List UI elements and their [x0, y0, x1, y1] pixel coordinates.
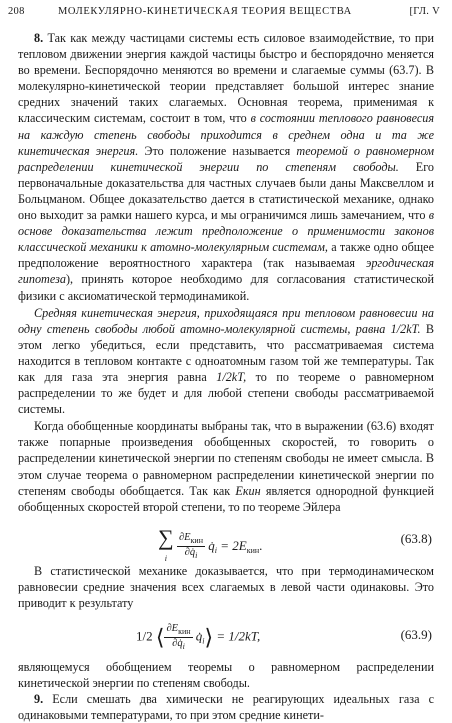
denominator-sub: i	[182, 642, 185, 652]
denominator-sub: i	[195, 551, 198, 561]
section-number: 8.	[34, 31, 44, 45]
page-number: 208	[8, 6, 25, 17]
italic-run: в состоянии теплового равновесия на каждую степень свободы приходится в среднем одна и та же кинетическая энергия.	[18, 111, 434, 158]
italic-run: в основе доказательства лежит предположение о применимости законов классической механики к атомно-молекулярным системам,	[18, 208, 434, 255]
text-run: В этом легко убедиться, если представить, что рассматриваемая система находится в тепловом контакте с одноатомным газом той же температуры. Так как для газа эта энергия равна	[18, 321, 434, 384]
velocity-term: q̇	[192, 628, 203, 644]
text-run: а также одно общее предположение вероятностного характера (так называемая	[18, 240, 434, 271]
text-run: являющемуся обобщением теоремы о равномерном распределении кинетической энергии по степеням свободы.	[18, 660, 434, 691]
velocity-sub: i	[214, 545, 217, 555]
velocity-term: q̇	[205, 537, 215, 553]
italic-run: эргодическая гипотеза	[18, 256, 434, 287]
chapter-label: [ГЛ. V	[409, 6, 440, 17]
fraction-numerator	[164, 623, 192, 638]
fraction-denominator	[164, 638, 192, 652]
equation-63-8	[18, 519, 434, 563]
section-number: 9.	[34, 692, 44, 707]
numerator-sub: кин	[190, 536, 203, 546]
paragraph-generalized	[18, 418, 434, 515]
equation-number: (63.9)	[400, 627, 432, 643]
sum-index: i	[164, 553, 167, 563]
italic-run: теоремой о равномерном распределении кинетической энергии по степеням свободы.	[18, 143, 434, 174]
left-angle-bracket: ⟨	[155, 624, 165, 650]
average-formula	[136, 623, 260, 652]
paragraph-9	[18, 691, 434, 723]
text-run: то по теореме о равномерном распределении то же будет и для любой степени свободы рассматриваемой системы.	[18, 369, 434, 417]
rhs-term: = 2E	[216, 537, 247, 553]
denominator-text: ∂q̇	[184, 547, 196, 559]
text-run: Его первоначальные доказательства для частных случаев были даны Максвеллом и Больцманом. Общее доказательство дается в статистической механике, однако оно выходит за рамки нашего курса, и мы ограничимся лишь замечанием, что	[18, 159, 434, 223]
partial-fraction	[177, 532, 205, 561]
text-run: Так как между частицами системы есть силовое взаимодействие, то при тепловом движении энергия каждой частицы быстро и беспорядочно меняется во времени. Беспорядочно меняются во времени и слагаемые суммы (63.7). В молекулярно-кинетической теории представляет большой интерес знание средних значений таких слагаемых. Основная теорема, применимая к классическим системам, состоит в том, что	[18, 31, 434, 126]
text-run: В статистической механике доказывается, что при термодинамическом равновесии средние значения всех слагаемых в левой части одинаковы. Это приводит к результату	[18, 563, 434, 610]
running-title: МОЛЕКУЛЯРНО-КИНЕТИЧЕСКАЯ ТЕОРИЯ ВЕЩЕСТВА	[58, 6, 352, 17]
italic-run: Средняя кинетическая энергия, приходящаяся при тепловом равновесии на одну степень свободы любой атомно-молекулярной системы, равна	[18, 305, 434, 336]
half-factor: 1/2	[136, 628, 153, 644]
numerator-text: ∂E	[166, 623, 179, 635]
sum-operator	[158, 524, 174, 567]
text-run: Это положение называется	[138, 143, 297, 158]
partial-fraction	[164, 623, 192, 652]
symbol-ekin: Eкин	[235, 483, 261, 498]
fraction-numerator	[177, 532, 205, 547]
paragraph-equipartition	[18, 305, 434, 418]
formula-half-kt: 1/2kT,	[216, 369, 247, 384]
running-header	[8, 6, 440, 24]
euler-formula	[158, 524, 263, 567]
text-run: Когда обобщенные координаты выбраны так, что в выражении (63.6) входят также попарные произведения обобщенных скоростей, то говорить о распределении кинетической энергии по степеням свободы не имеет смысла. В этом случае теорема о равномерном распределении кинетической энергии по степеням свободы обобщается. Так как	[18, 419, 434, 498]
fraction-denominator	[177, 547, 205, 561]
page-body	[18, 30, 434, 723]
rhs-term: = 1/2kT,	[213, 628, 261, 644]
equation-63-9	[18, 615, 434, 655]
text-run: Если смешать два химически не реагирующих идеальных газа с одинаковыми температурами, то при этом средние кинети-	[18, 692, 434, 723]
numerator-text: ∂E	[178, 532, 191, 544]
text-run: ), принять которое необходимо для согласования статистической физики с аксиоматической термодинамикой.	[18, 272, 434, 303]
paragraph-generalization	[18, 659, 434, 691]
formula-half-kt: 1/2kT.	[390, 321, 421, 336]
rhs-period: .	[259, 537, 263, 553]
right-angle-bracket: ⟩	[204, 624, 214, 650]
rhs-sub: кин	[246, 545, 260, 555]
text-run: является однородной функцией обобщенных скоростей второй степени, то по теореме Эйлера	[18, 483, 434, 514]
velocity-sub: i	[202, 636, 205, 646]
denominator-text: ∂q̇	[172, 638, 183, 650]
equation-number: (63.8)	[400, 530, 432, 546]
paragraph-stat-mech	[18, 563, 434, 611]
paragraph-8	[18, 30, 434, 304]
numerator-sub: кин	[178, 627, 191, 637]
sum-sign: ∑	[158, 524, 174, 550]
